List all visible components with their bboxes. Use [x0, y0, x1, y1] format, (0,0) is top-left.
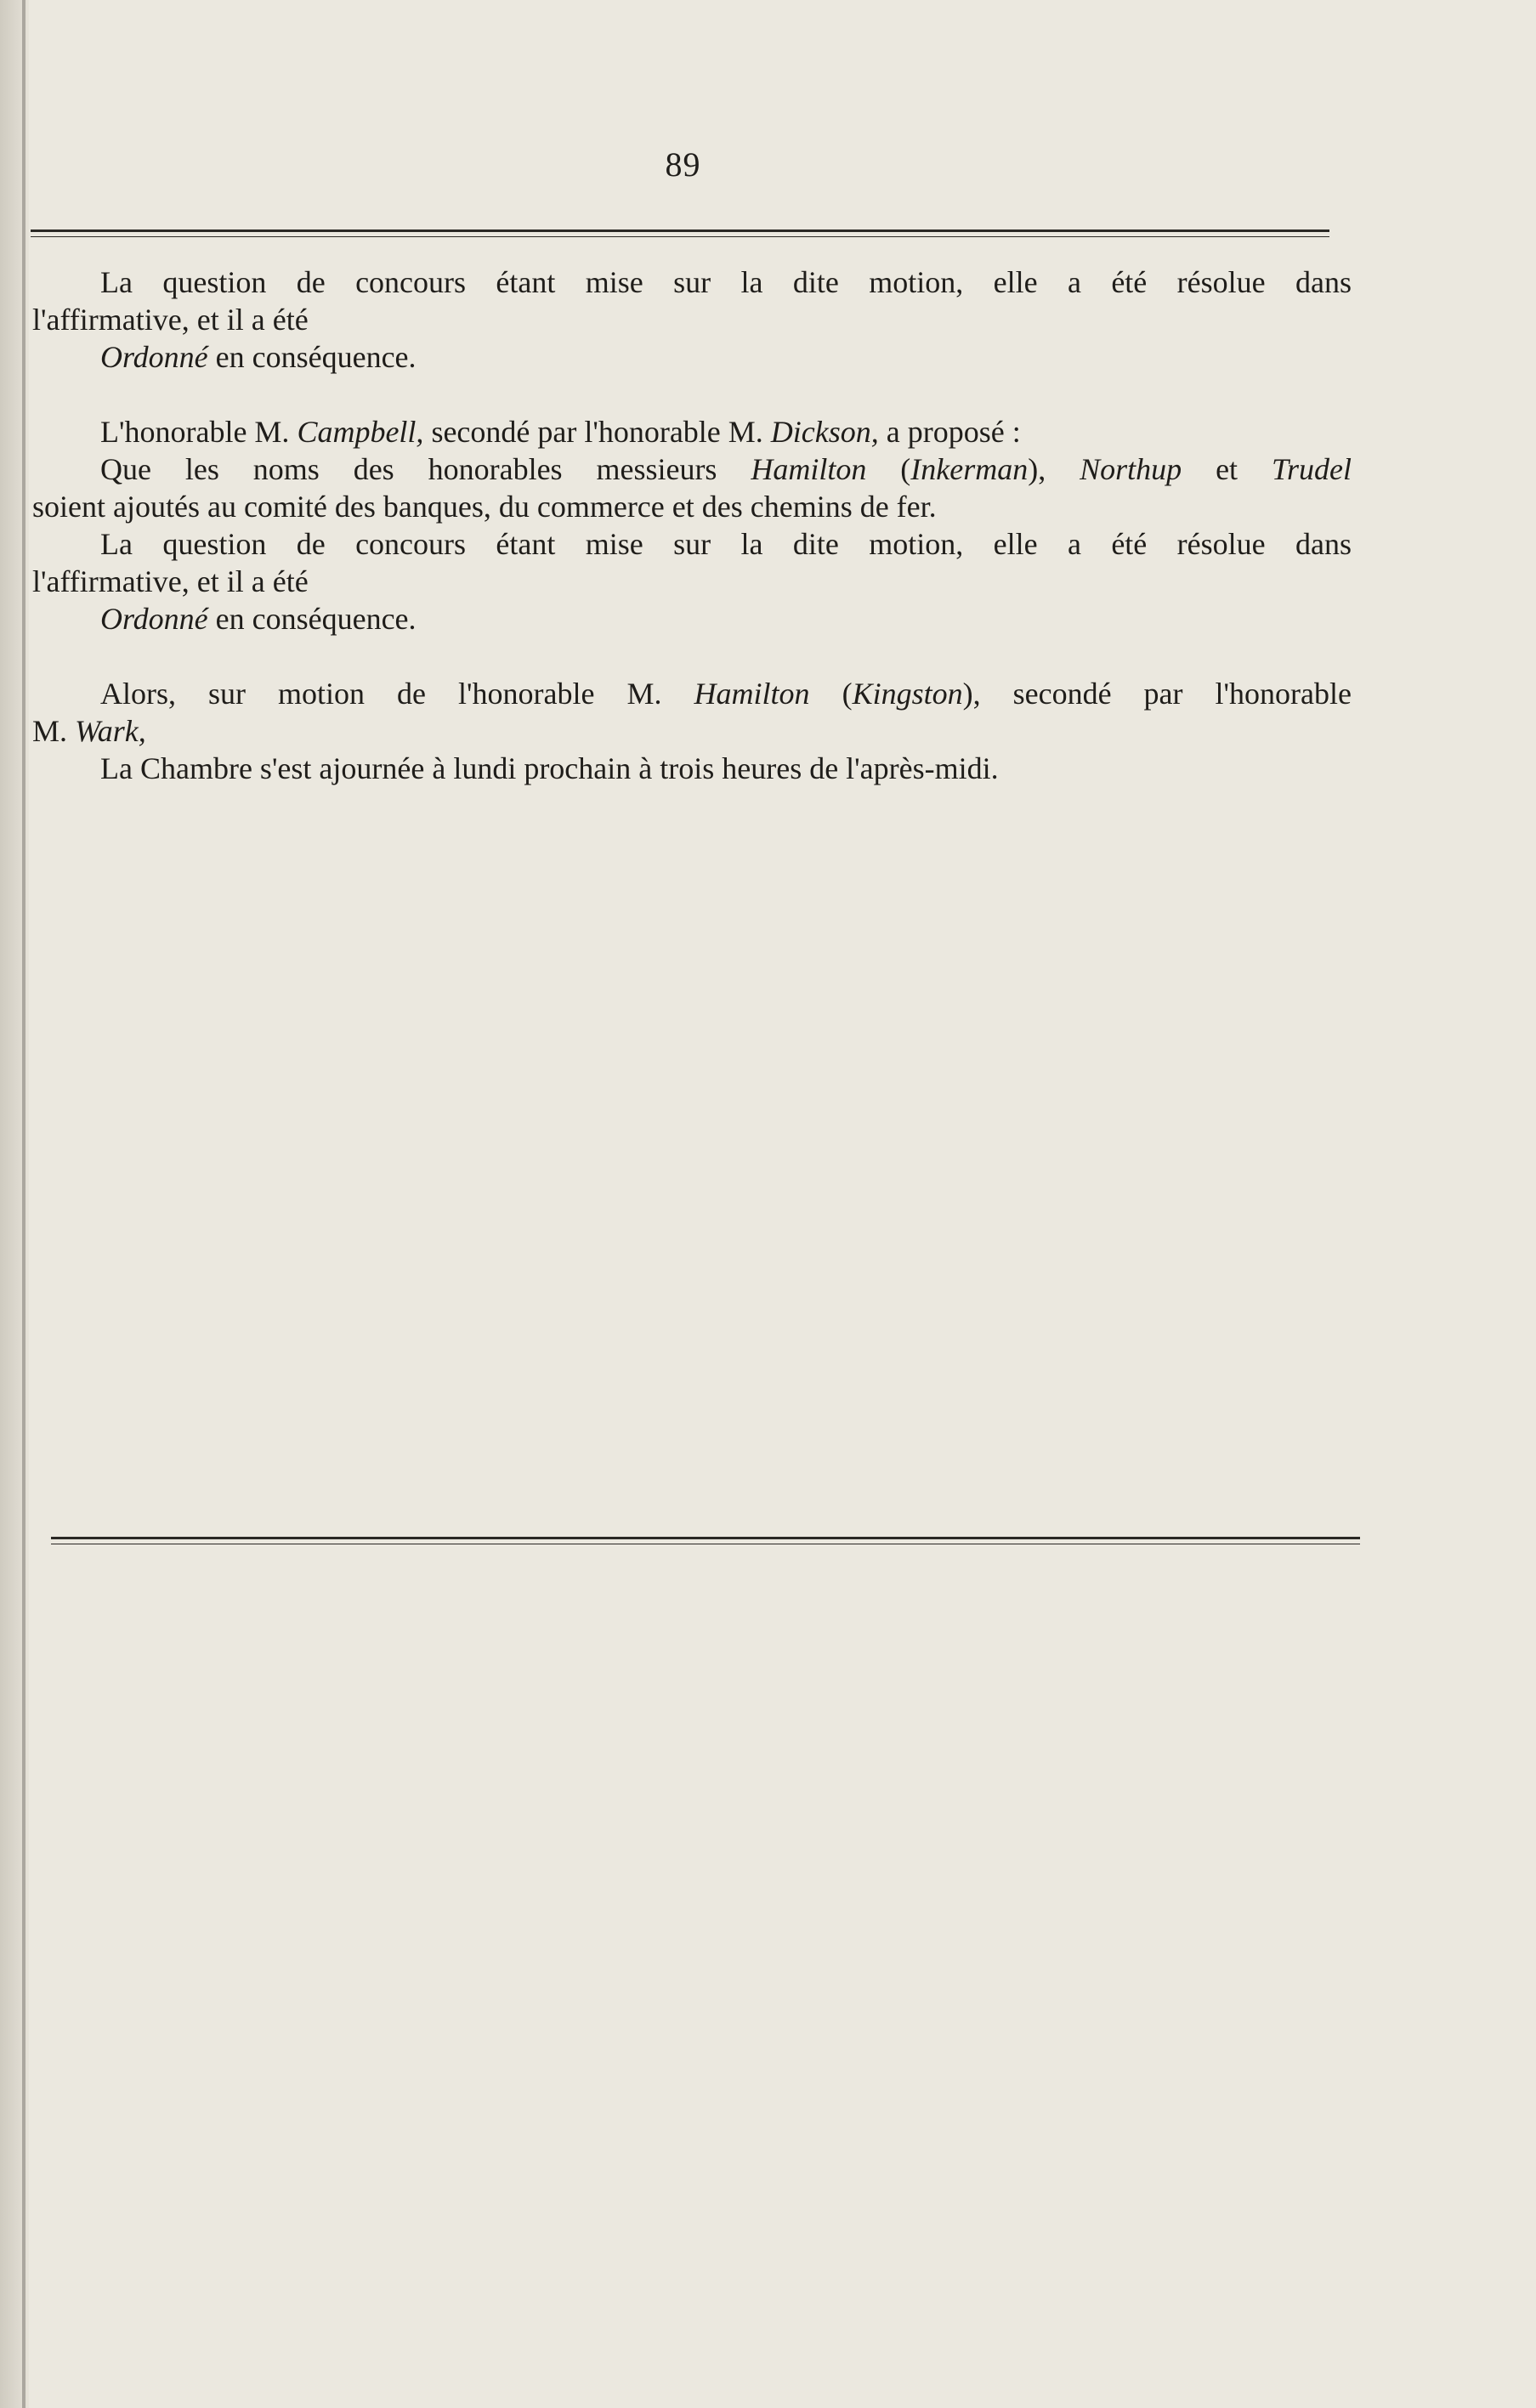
ordered-rest: en conséquence.: [207, 602, 417, 636]
text-line: La question de concours étant mise sur la dite motion, elle a été résolue dans: [100, 265, 1352, 299]
member-name: Campbell,: [297, 415, 424, 449]
text-line: [32, 450, 1352, 488]
text-line: La Chambre s'est ajournée à lundi prochain à trois heures de l'après-midi.: [100, 751, 999, 785]
text-span: L'honorable M.: [100, 415, 298, 449]
page-body: [32, 263, 1352, 787]
text-span: a proposé :: [878, 415, 1021, 449]
paragraph-adjournment: [32, 750, 1352, 787]
ordered-line: [32, 600, 1352, 637]
paragraph-concurrence-2: [32, 525, 1352, 637]
text-line: [32, 413, 1352, 450]
text-span: (: [809, 677, 853, 711]
text-span: M.: [32, 714, 76, 748]
text-span: et: [1182, 452, 1272, 486]
paragraph-motion-proposal: [32, 413, 1352, 450]
riding-name: Inkerman: [910, 452, 1029, 486]
bottom-rule: [51, 1537, 1360, 1539]
text-span: ),: [1028, 452, 1080, 486]
text-line: soient ajoutés au comité des banques, du commerce et des chemins de fer.: [32, 490, 937, 524]
text-span: Alors, sur motion de l'honorable M.: [100, 677, 694, 711]
ordered-word: Ordonné: [100, 602, 208, 636]
riding-name: Kingston: [852, 677, 963, 711]
page-number: 89: [665, 145, 701, 184]
text-line: [32, 675, 1352, 712]
text-line: l'affirmative, et il a été: [32, 303, 309, 337]
ordered-rest: en conséquence.: [207, 340, 417, 374]
text-line: l'affirmative, et il a été: [32, 564, 309, 598]
ordered-word: Ordonné: [100, 340, 208, 374]
top-rule: [31, 229, 1329, 232]
paragraph-adjournment-motion: [32, 675, 1352, 750]
member-name: Wark,: [75, 714, 146, 748]
member-name: Dickson,: [770, 415, 879, 449]
text-span: Que les noms des honorables messieurs: [100, 452, 751, 486]
text-line: La question de concours étant mise sur la dite motion, elle a été résolue dans: [100, 527, 1352, 561]
member-name: Northup: [1080, 452, 1182, 486]
member-name: Hamilton: [751, 452, 867, 486]
binding-edge: [22, 0, 26, 2408]
member-name: Trudel: [1271, 452, 1352, 486]
ordered-line: [32, 338, 1352, 376]
text-span: (: [866, 452, 911, 486]
text-span: ), secondé par l'honorable: [962, 677, 1352, 711]
text-span: secondé par l'honorable M.: [423, 415, 771, 449]
paragraph-committee-names: [32, 450, 1352, 525]
paragraph-gap: [32, 376, 1352, 413]
paragraph-concurrence-1: [32, 263, 1352, 376]
member-name: Hamilton: [694, 677, 810, 711]
paragraph-gap: [32, 637, 1352, 675]
text-line: [32, 712, 1352, 750]
